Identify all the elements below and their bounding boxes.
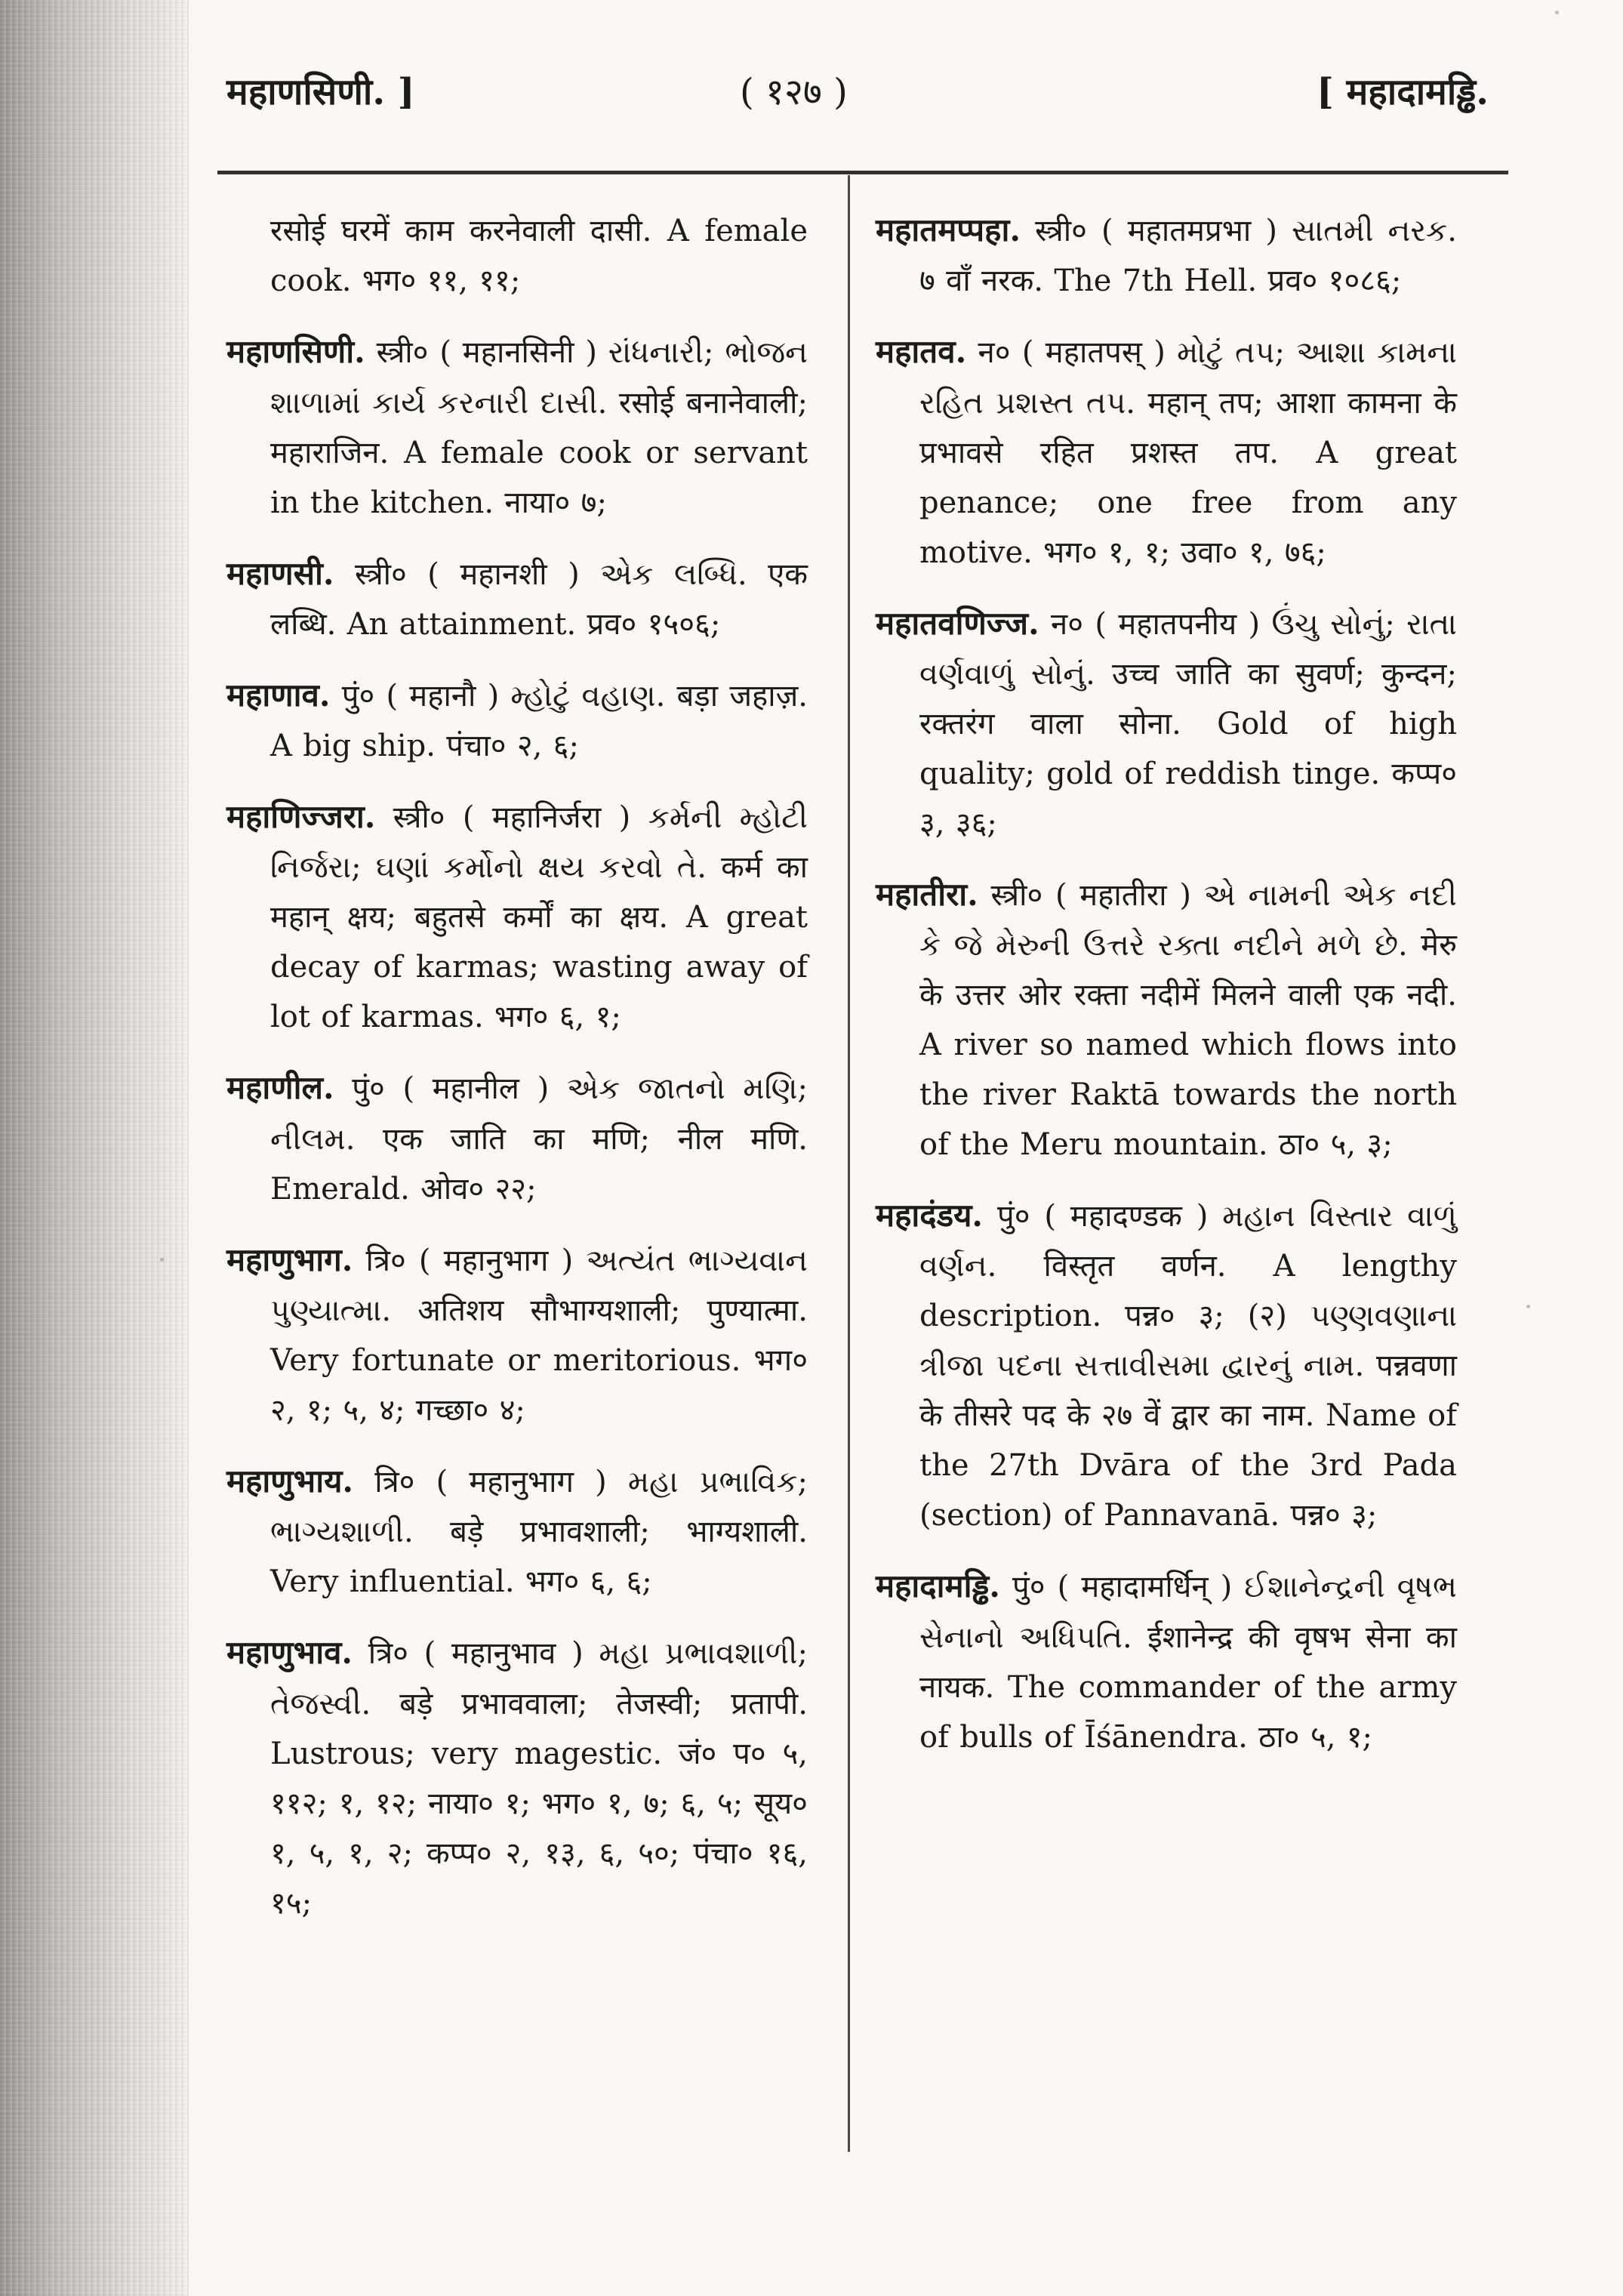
entry-head: महाणुभाय. bbox=[226, 1462, 354, 1500]
entry-left-3 bbox=[226, 669, 808, 771]
entry-head: महादामड्ढि. bbox=[876, 1567, 1000, 1605]
print-speck bbox=[160, 1258, 164, 1262]
print-speck bbox=[1526, 1305, 1530, 1308]
entry-right-4 bbox=[876, 1189, 1457, 1540]
entry-text: स्त्री० ( महानिर्जरा ) કર્મની મ્હોટી નિર્જરા; ઘણાં કર્મોનો ક્ષય કરવો તે. कर्म का महान् क्षय; बहुतसे कर्मों का क्षय. A great decay of karmas; wasting away of lot of karmas. भग० ६, १; bbox=[270, 800, 808, 1035]
entry-left-4 bbox=[226, 791, 808, 1042]
entry-text: न० ( महातपनीय ) ઉંચુ સોનું; રાતા વર્ણવાળું સોનું. उच्च जाति का सुवर्ण; कुन्दन; रक्तरंग वाला सोना. Gold of high quality; gold of reddish tinge. कप्प० ३, ३६; bbox=[919, 606, 1457, 841]
entry-right-1 bbox=[876, 325, 1457, 577]
entry-right-0 bbox=[876, 204, 1457, 306]
entry-head: महातीरा. bbox=[876, 875, 978, 913]
entry-head: महादंडय. bbox=[876, 1197, 984, 1234]
entry-head: महाणसी. bbox=[226, 554, 334, 592]
entry-right-5 bbox=[876, 1560, 1457, 1761]
entry-head: महाणुभाव. bbox=[226, 1634, 353, 1672]
entry-text: स्त्री० ( महानसिनी ) રાંધનારી; ભોજન શાળામાં કાર્ય કરનારી દાસી. रसोई बनानेवाली; महाराजिन. A female cook or servant in the kitchen. नाया० ७; bbox=[270, 335, 808, 520]
entry-text: स्त्री० ( महातीरा ) એ નામની એક નદી કે જે મેરુની ઉત્તરે રક્તા નદીને મળે છે. मेरु के उत्तर ओर रक्ता नदीमें मिलने वाली एक नदी. A river so named which flows into the river Raktā towards the north of the Meru mountain. ठा० ५, ३; bbox=[919, 877, 1457, 1163]
entry-text: पुं० ( महादण्डक ) મહાન વિસ્તાર વાળું વર્ણન. विस्तृत वर्णन. A lengthy description. पन्न० ३; (२) પણ્ણવણાના ત્રીજા પદના સત્તાવીસમા દ્વારનું નામ. पन्नवणा के तीसरे पद के २७ वें द्वार का नाम. Name of the 27th Dvāra of the 3rd Pada (section) of Pannavanā. पन्न० ३; bbox=[919, 1199, 1457, 1533]
entry-text: त्रि० ( महानुभाग ) અત્યંત ભાગ્યવાન પુણ્યાત્મા. अतिशय सौभाग्यशाली; पुण्यात्मा. Very fortunate or meritorious. भग० २, १; ५, ४; गच्छा० ४; bbox=[270, 1243, 808, 1428]
entry-text: पुं० ( महानौ ) મ્હોટું વહાણ. बड़ा जहाज़. A big ship. पंचा० २, ६; bbox=[270, 678, 808, 764]
header-rule bbox=[217, 171, 1508, 174]
entry-left-6 bbox=[226, 1234, 808, 1435]
entry-text: त्रि० ( महानुभाव ) મહા પ્રભાવશાળી; તેજસ્વી. बड़े प्रभाववाला; तेजस्वी; प्रतापी. Lustrous; very magestic. जं० प० ५, ११२; १, १२; नाया० १; भग० १, ७; ६, ५; सूय० १, ५, १, २; कप्प० २, १३, ६, ५०; पंचा० १६, १५; bbox=[270, 1636, 808, 1921]
entry-head: महातवणिज्ज. bbox=[876, 604, 1039, 642]
entry-head: महाणुभाग. bbox=[226, 1240, 353, 1278]
page-number: ( १२७ ) bbox=[740, 71, 848, 113]
entry-text: पुं० ( महानील ) એક જાતનો મણિ; નીલમ. एक जाति का मणि; नील मणि. Emerald. ओव० २२; bbox=[270, 1071, 808, 1207]
right-column bbox=[876, 204, 1457, 1782]
header-left: महाणसिणी. ] bbox=[226, 71, 415, 113]
left-column bbox=[226, 204, 808, 1948]
entry-left-1 bbox=[226, 325, 808, 527]
entry-right-3 bbox=[876, 868, 1457, 1170]
entry-text: न० ( महातपस् ) મોટું તપ; આશા કામના રહિત પ્રશસ્ત તપ. महान् तप; आशा कामना के प्रभावसे रहित प्रशस्त तप. A great penance; one free from any motive. भग० १, १; उवा० १, ७६; bbox=[919, 335, 1457, 570]
entry-text: स्त्री० ( महातमप्रभा ) સાતમી નરક. ७ वाँ नरक. The 7th Hell. प्रव० १०८६; bbox=[919, 214, 1457, 299]
entry-left-0 bbox=[226, 204, 808, 306]
entry-head: महाणिज्जरा. bbox=[226, 798, 376, 836]
entry-left-2 bbox=[226, 547, 808, 649]
column-divider bbox=[848, 175, 850, 2152]
entry-head: महाणील. bbox=[226, 1069, 334, 1107]
entry-text: स्त्री० ( महानशी ) એક લબ્ધિ. एक लब्धि. An attainment. प्रव० १५०६; bbox=[270, 556, 808, 642]
entry-text: त्रि० ( महानुभाग ) મહા પ્રભાવિક; ભાગ્યશાળી. बड़े प्रभावशाली; भाग्यशाली. Very influential. भग० ६, ६; bbox=[270, 1465, 808, 1600]
entry-text: रसोई घरमें काम करनेवाली दासी. A female cook. भग० ११, ११; bbox=[270, 214, 808, 299]
entry-left-7 bbox=[226, 1455, 808, 1607]
entry-head: महाणाव. bbox=[226, 676, 331, 713]
header-right: [ महादामड्ढि. bbox=[1317, 71, 1489, 113]
entry-right-2 bbox=[876, 597, 1457, 849]
entry-head: महातमप्पहा. bbox=[876, 211, 1021, 248]
entry-left-8 bbox=[226, 1626, 808, 1928]
entry-text: पुं० ( महादामर्धिन् ) ઈશાનેન્દ્રની વૃષભ સેનાનો અધિપતિ. ईशानेन्द्र की वृषभ सेना का नायक. The commander of the army of bulls of Īśānendra. ठा० ५, १; bbox=[919, 1570, 1457, 1755]
entry-left-5 bbox=[226, 1062, 808, 1213]
print-speck bbox=[1555, 11, 1559, 14]
page-binding-shadow bbox=[0, 0, 189, 2296]
entry-head: महाणसिणी. bbox=[226, 333, 365, 371]
entry-head: महातव. bbox=[876, 333, 967, 371]
